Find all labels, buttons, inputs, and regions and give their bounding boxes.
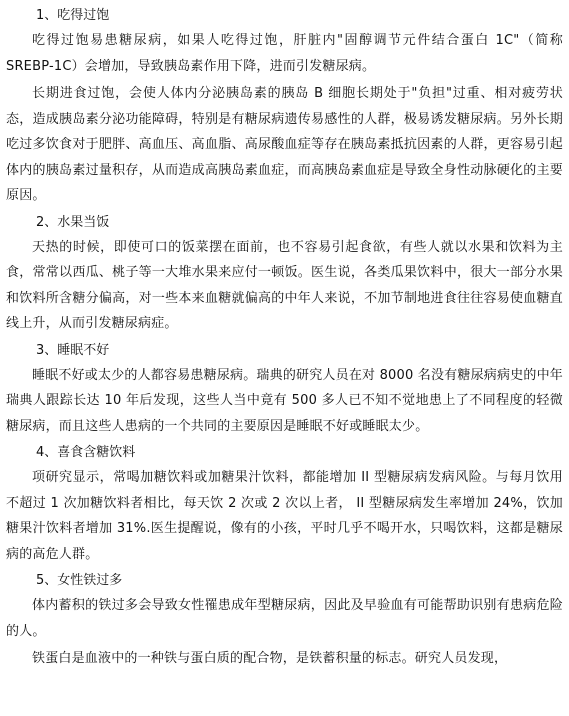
section-fruit-as-meal [6, 211, 563, 337]
section-heading: 5、女性铁过多 [36, 573, 123, 588]
section-paragraph: 项研究显示，常喝加糖饮料或加糖果汁饮料，都能增加 II 型糖尿病发病风险。与每月饮用不超过 1 次加糖饮料者相比，每天饮 2 次或 2 次以上者， II 型糖尿病发生率增加 24%，饮加糖果汁饮料者增加 31%.医生提醒说，像有的小孩，平时几乎不喝开水，只喝饮料，这都是糖尿病的高危人群。 [6, 470, 563, 562]
section-paragraph: 天热的时候，即使可口的饭菜摆在面前，也不容易引起食欲，有些人就以水果和饮料为主食，常常以西瓜、桃子等一大堆水果来应付一顿饭。医生说，各类瓜果饮料中，很大一部分水果和饮料所含糖分偏高，对一些本来血糖就偏高的中年人来说，不加节制地进食往往容易使血糖直线上升，从而引发糖尿病症。 [6, 239, 563, 331]
section-heading: 1、吃得过饱 [36, 8, 110, 23]
section-overeating [6, 4, 563, 209]
section-poor-sleep [6, 339, 563, 440]
section-paragraph: 长期进食过饱，会使人体内分泌胰岛素的胰岛 B 细胞长期处于"负担"过重、相对疲劳状态，造成胰岛素分泌功能障碍，特别是有糖尿病遗传易感性的人群，极易诱发糖尿病。另外长期吃过多饮食对于肥胖、高血压、高血脂、高尿酸血症等存在胰岛素抵抗因素的人群，更容易引起体内的胰岛素过量积存，从而造成高胰岛素血症，而高胰岛素血症是导致全身性动脉硬化的主要原因。 [6, 86, 563, 203]
section-sugary-drinks [6, 441, 563, 567]
section-heading: 4、喜食含糖饮料 [36, 445, 136, 460]
section-paragraph: 铁蛋白是血液中的一种铁与蛋白质的配合物，是铁蓄积量的标志。研究人员发现， [32, 651, 508, 666]
section-heading: 3、睡眠不好 [36, 342, 110, 358]
section-paragraph: 吃得过饱易患糖尿病，如果人吃得过饱，肝脏内"固醇调节元件结合蛋白 1C"（简称 SREBP-1C）会增加，导致胰岛素作用下降，进而引发糖尿病。 [6, 33, 563, 74]
section-heading: 2、水果当饭 [36, 214, 110, 230]
section-excess-iron [6, 569, 563, 672]
section-paragraph: 体内蓄积的铁过多会导致女性罹患成年型糖尿病，因此及早验血有可能帮助识别有患病危险的人。 [6, 598, 563, 639]
section-paragraph: 睡眠不好或太少的人都容易患糖尿病。瑞典的研究人员在对 8000 名没有糖尿病病史的中年瑞典人跟踪长达 10 年后发现，这些人当中竟有 500 多人已不知不觉地患上了不同程度的轻微糖尿病，而且这些人患病的一个共同的主要原因是睡眠不好或睡眠太少。 [6, 367, 563, 434]
